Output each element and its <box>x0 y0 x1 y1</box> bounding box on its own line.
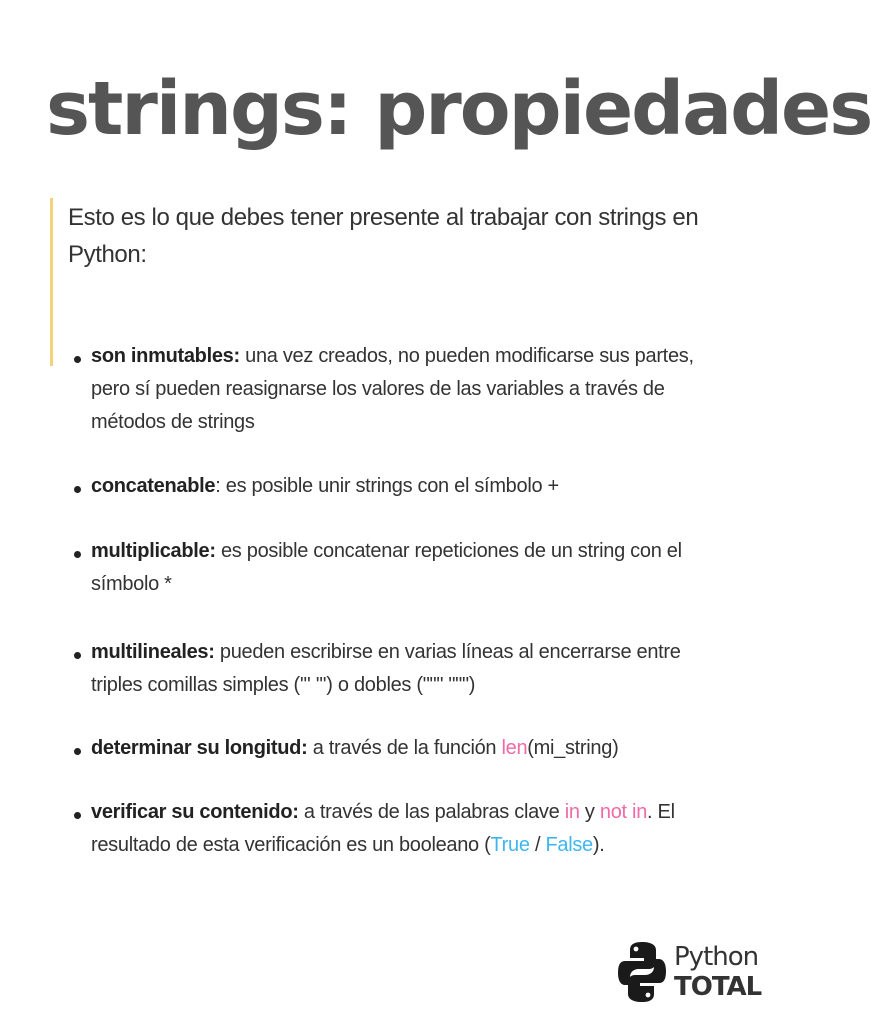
keyword-len: len <box>501 737 528 759</box>
bullet-text: ). <box>592 834 605 856</box>
accent-bar <box>50 198 53 366</box>
bullet-text: (mi_string) <box>527 737 619 759</box>
bullet-term: concatenable <box>91 475 216 497</box>
list-item-multiplicable <box>72 535 712 601</box>
logo-text <box>674 942 761 1002</box>
bullet-text: : es posible unir strings con el símbolo + <box>215 475 559 497</box>
page-title: strings: propiedades <box>46 66 871 152</box>
list-item-longitud <box>72 732 712 765</box>
bullet-text: / <box>529 834 546 856</box>
bullet-text: y <box>579 801 600 823</box>
list-item-contenido <box>72 796 712 862</box>
bullet-text: una vez creados, no pueden modificarse sus partes, pero sí pueden reasignarse los valores de las variables a través de métodos de strings <box>91 345 694 433</box>
keyword-true: True <box>490 834 530 856</box>
bullet-text: es posible concatenar repeticiones de un string con el símbolo * <box>91 540 682 595</box>
properties-list <box>72 340 712 862</box>
keyword-not-in: not in <box>599 801 648 823</box>
list-item-inmutables <box>72 340 712 439</box>
bullet-term: determinar su longitud: <box>91 737 308 759</box>
list-item-multilineales <box>72 636 712 702</box>
bullet-term: multilineales: <box>91 641 215 663</box>
intro-text: Esto es lo que debes tener presente al trabajar con strings en Python: <box>68 204 699 268</box>
bullet-term: multiplicable: <box>91 540 216 562</box>
bullet-term: son inmutables: <box>91 345 240 367</box>
bullet-text: a través de la función <box>307 737 502 759</box>
keyword-false: False <box>545 834 593 856</box>
logo-line-python: Python <box>674 942 759 972</box>
bullet-term: verificar su contenido: <box>91 801 299 823</box>
list-item-concatenable <box>72 470 712 503</box>
bullet-text: a través de las palabras clave <box>298 801 565 823</box>
logo-line-total: TOTAL <box>674 972 762 1002</box>
bullet-text: pueden escribirse en varias líneas al encerrarse entre triples comillas simples (''' ''') o dobles (""" """) <box>91 641 681 696</box>
python-logo-icon <box>616 940 668 1004</box>
bullet-text: . El resultado de esta verificación es un booleano ( <box>91 801 675 856</box>
python-total-logo <box>616 940 761 1004</box>
keyword-in: in <box>564 801 580 823</box>
